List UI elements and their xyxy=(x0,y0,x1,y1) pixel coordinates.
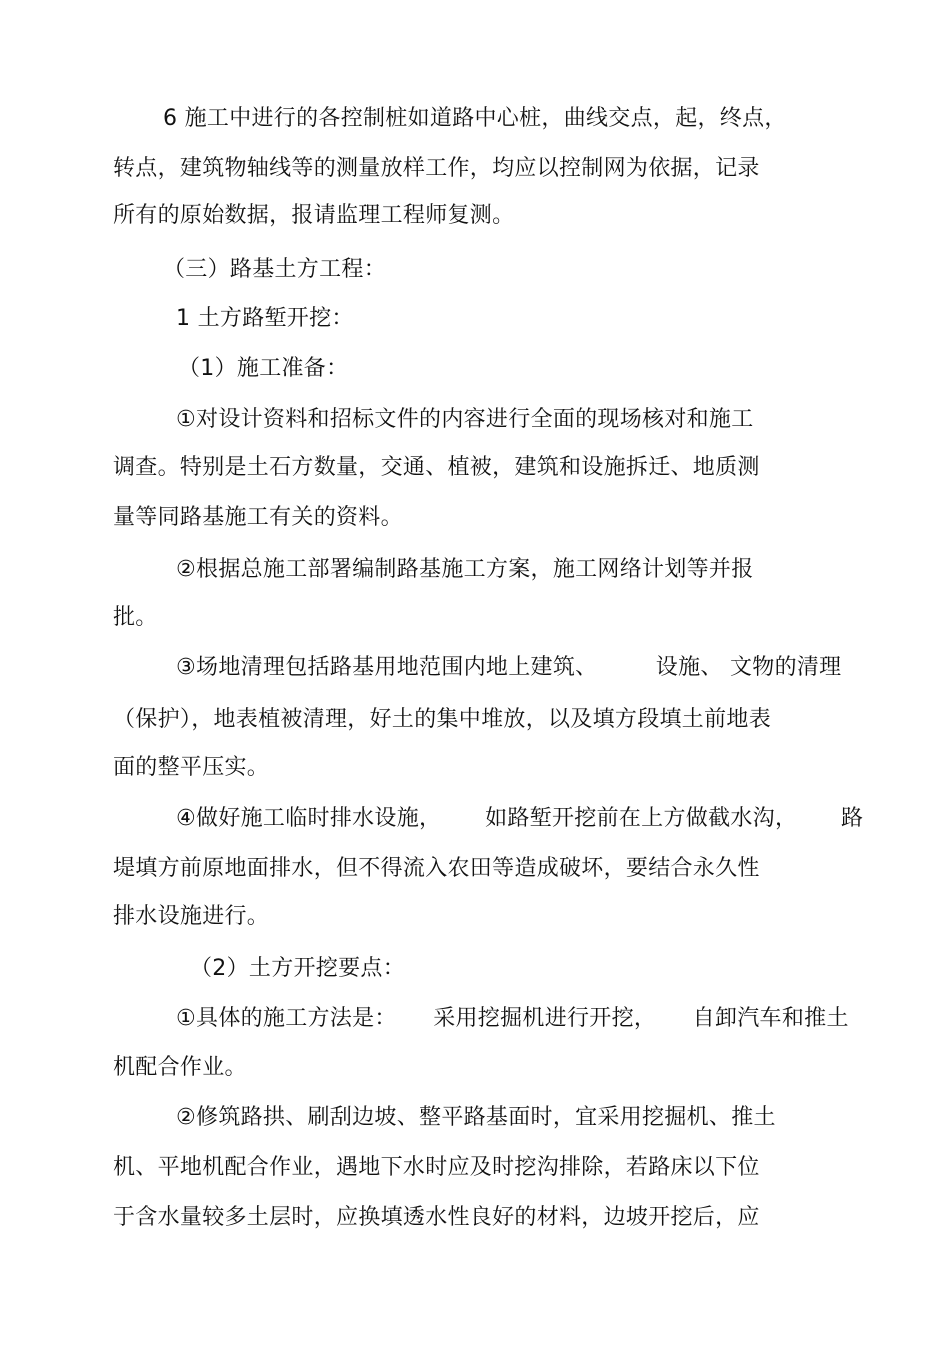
text-line: （保护），地表植被清理，好土的集中堆放，以及填方段填土前地表 xyxy=(113,707,772,732)
text-line: 于含水量较多土层时，应换填透水性良好的材料，边坡开挖后，应 xyxy=(113,1205,760,1230)
text-line: ②根据总施工部署编制路基施工方案，施工网络计划等并报 xyxy=(176,557,754,582)
text-line: 批。 xyxy=(113,605,158,630)
text-line: 机配合作业。 xyxy=(113,1055,247,1080)
text-line: 所有的原始数据，报请监理工程师复测。 xyxy=(113,203,515,228)
subsection-heading: （2）土方开挖要点： xyxy=(190,956,405,981)
text-line: ②修筑路拱、刷刮边坡、整平路基面时，宜采用挖掘机、推土 xyxy=(176,1105,776,1130)
text-line: 调查。特别是土石方数量，交通、植被，建筑和设施拆迁、地质测 xyxy=(113,455,760,480)
text-line: ③场地清理包括路基用地范围内地上建筑、 设施、 文物的清理 xyxy=(176,655,842,680)
text-line: ④做好施工临时排水设施， 如路堑开挖前在上方做截水沟， 路 xyxy=(176,806,864,831)
text-line: 6 施工中进行的各控制桩如道路中心桩，曲线交点，起，终点， xyxy=(163,106,787,131)
text-line: 量等同路基施工有关的资料。 xyxy=(113,505,403,530)
text-line: 排水设施进行。 xyxy=(113,904,270,929)
text-line: 堤填方前原地面排水，但不得流入农田等造成破坏，要结合永久性 xyxy=(113,856,760,881)
text-line: 转点，建筑物轴线等的测量放样工作，均应以控制网为依据，记录 xyxy=(113,156,760,181)
subsection-heading: 1 土方路堑开挖： xyxy=(176,306,354,331)
section-heading: （三）路基土方工程： xyxy=(163,257,387,282)
text-line: 机、平地机配合作业，遇地下水时应及时挖沟排除，若路床以下位 xyxy=(113,1155,760,1180)
text-line: ①对设计资料和招标文件的内容进行全面的现场核对和施工 xyxy=(176,407,754,432)
text-line: ①具体的施工方法是： 采用挖掘机进行开挖， 自卸汽车和推土 xyxy=(176,1006,849,1031)
text-line: 面的整平压实。 xyxy=(113,755,270,780)
subsection-heading: （1）施工准备： xyxy=(178,356,349,381)
